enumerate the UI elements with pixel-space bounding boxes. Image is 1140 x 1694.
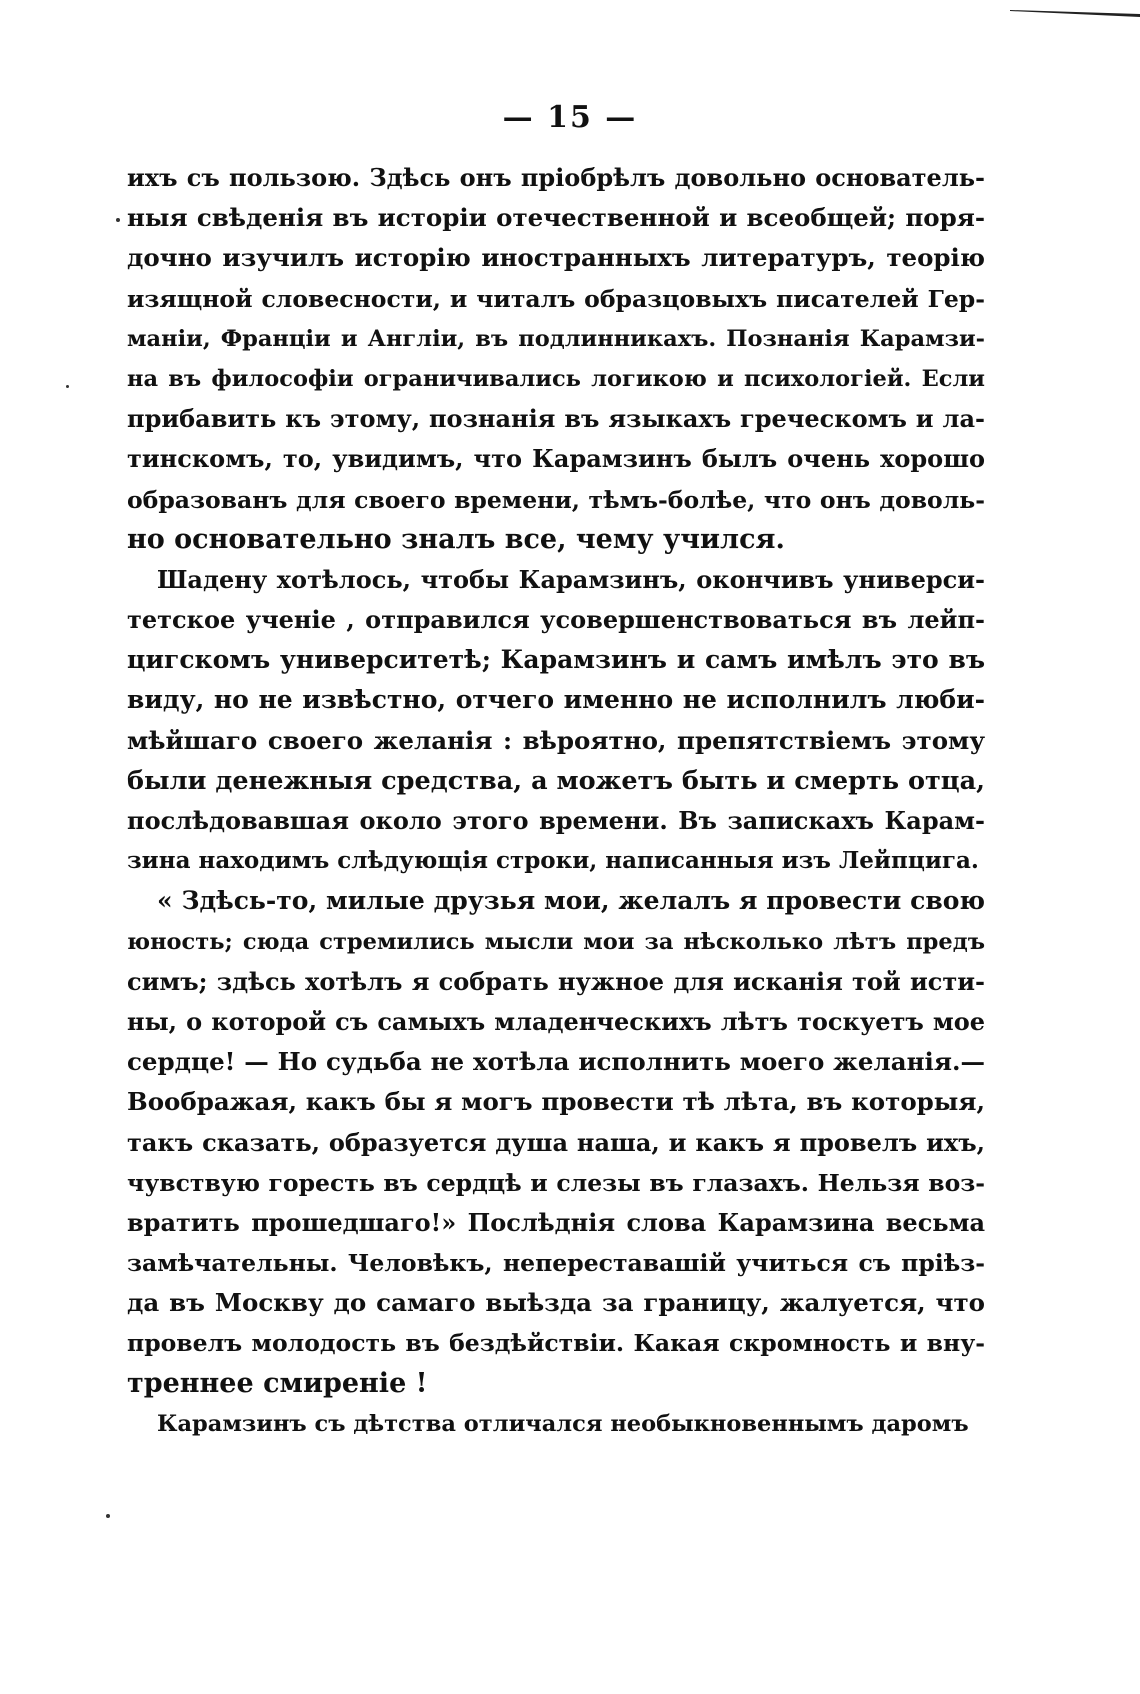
scan-speck xyxy=(106,1514,110,1518)
paragraph xyxy=(127,158,985,560)
text-line: « Здѣсь-то, милые друзья мои, желалъ я провести свою xyxy=(157,886,985,916)
paragraph xyxy=(127,1404,985,1444)
text-line: зина находимъ слѣдующія строки, написанныя изъ Лейпцига. xyxy=(127,847,979,875)
text-line: прибавить къ этому, познанія въ языкахъ греческомъ и ла- xyxy=(127,404,985,434)
paragraph xyxy=(127,560,985,882)
text-line: дочно изучилъ исторію иностранныхъ литературъ, теорію xyxy=(127,243,985,273)
text-line: симъ; здѣсь хотѣлъ я собрать нужное для исканія той исти- xyxy=(127,966,985,996)
text-line: мѣйшаго своего желанія : вѣроятно, препятствіемъ этому xyxy=(127,725,985,755)
text-line: послѣдовавшая около этого времени. Въ запискахъ Карам- xyxy=(127,806,985,835)
text-line: Шадену хотѣлось, чтобы Карамзинъ, окончивъ универси- xyxy=(157,564,985,594)
text-line: но основательно зналъ все, чему учился. xyxy=(127,523,785,555)
text-line: такъ сказать, образуется душа наша, и какъ я провелъ ихъ, xyxy=(127,1127,985,1157)
body-text xyxy=(127,158,985,1444)
text-line: сердце! — Но судьба не хотѣла исполнить моего желанія.— xyxy=(127,1047,985,1077)
scan-edge-mark xyxy=(1010,8,1140,18)
text-line: на въ философіи ограничивались логикою и психологіей. Если xyxy=(127,365,985,392)
text-line: тинскомъ, то, увидимъ, что Карамзинъ былъ очень хорошо xyxy=(127,444,985,474)
text-line: тетское ученіе , отправился усовершенствоваться въ лейп- xyxy=(127,605,985,635)
text-line: ихъ съ пользою. Здѣсь онъ пріобрѣлъ довольно основатель- xyxy=(127,163,985,192)
page-number: — 15 — xyxy=(502,100,638,135)
text-line: да въ Москву до самаго выѣзда за границу, жалуется, что xyxy=(127,1288,985,1318)
text-line: маніи, Франціи и Англіи, въ подлинникахъ. Познанія Карамзи- xyxy=(127,325,985,352)
text-line: вратить прошедшаго!» Послѣднія слова Карамзина весьма xyxy=(127,1207,985,1237)
text-line: Воображая, какъ бы я могъ провести тѣ лѣта, въ которыя, xyxy=(127,1087,985,1117)
text-line: ныя свѣденія въ исторіи отечественной и всеобщей; поря- xyxy=(127,203,985,233)
text-line: изящной словесности, и читалъ образцовыхъ писателей Гер- xyxy=(127,284,985,313)
text-line: ны, о которой съ самыхъ младенческихъ лѣтъ тоскуетъ мое xyxy=(127,1006,985,1036)
text-line: были денежныя средства, а можетъ быть и смерть отца, xyxy=(127,765,985,796)
text-line: образованъ для своего времени, тѣмъ-болѣе, что онъ доволь- xyxy=(127,485,985,514)
text-line: юность; сюда стремились мысли мои за нѣсколько лѣтъ предъ xyxy=(127,928,985,955)
scan-speck xyxy=(116,218,120,222)
scan-speck xyxy=(66,385,69,388)
text-line: чувствую горесть въ сердцѣ и слезы въ глазахъ. Нельзя воз- xyxy=(127,1168,985,1197)
text-line: треннее смиреніе ! xyxy=(127,1367,428,1399)
text-line: виду, но не извѣстно, отчего именно не исполнилъ люби- xyxy=(127,685,985,715)
paragraph xyxy=(127,881,985,1403)
text-line: провелъ молодость въ бездѣйствіи. Какая скромность и вну- xyxy=(127,1329,985,1358)
text-line: замѣчательны. Человѣкъ, непереставашій учиться съ пріѣз- xyxy=(127,1249,985,1278)
text-line: цигскомъ университетѣ; Карамзинъ и самъ имѣлъ это въ xyxy=(127,645,985,675)
text-line: Карамзинъ съ дѣтства отличался необыкновеннымъ даромъ xyxy=(157,1410,969,1437)
